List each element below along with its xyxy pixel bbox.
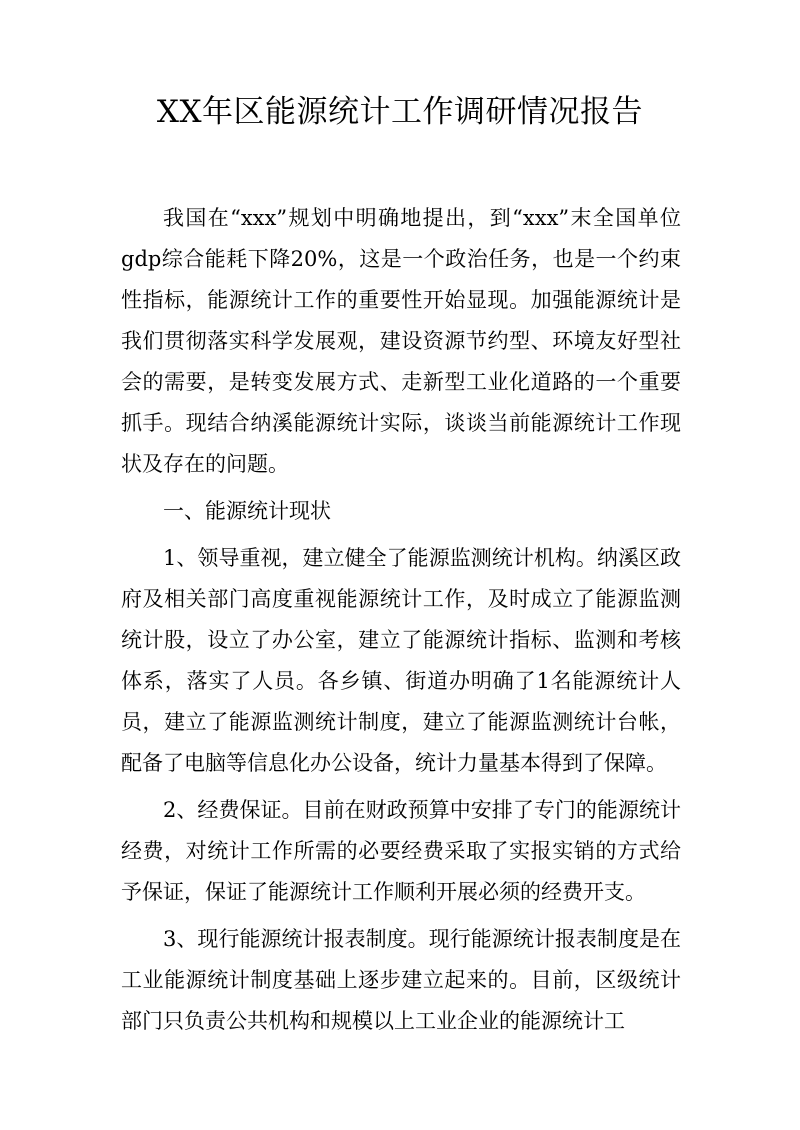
paragraph-item-2: 2、经费保证。目前在财政预算中安排了专门的能源统计经费，对统计工作所需的必要经费采取了实报实销的方式给予保证，保证了能源统计工作顺利开展必须的经费开支。 (121, 798, 681, 904)
paragraph-item-1: 1、领导重视，建立健全了能源监测统计机构。纳溪区政府及相关部门高度重视能源统计工作，及时成立了能源监测统计股，设立了办公室，建立了能源统计指标、监测和考核体系，落实了人员。各乡镇、街道办明确了1名能源统计人员，建立了能源监测统计制度，建立了能源监测统计台帐，配备了电脑等信息化办公设备，统计力量基本得到了保障。 (121, 546, 681, 775)
paragraph-item-3: 3、现行能源统计报表制度。现行能源统计报表制度是在工业能源统计制度基础上逐步建立起来的。目前，区级统计部门只负责公共机构和规模以上工业企业的能源统计工 (121, 927, 681, 1033)
section-heading: 一、能源统计现状 (163, 499, 331, 523)
document-title: XX年区能源统计工作调研情况报告 (156, 94, 644, 130)
document-body (121, 198, 681, 1042)
intro-paragraph: 我国在“xxx”规划中明确地提出，到“xxx”末全国单位gdp综合能耗下降20%，这是一个政治任务，也是一个约束性指标，能源统计工作的重要性开始显现。加强能源统计是我们贯彻落实科学发展观，建设资源节约型、环境友好型社会的需要，是转变发展方式、走新型工业化道路的一个重要抓手。现结合纳溪能源统计实际，谈谈当前能源统计工作现状及存在的问题。 (121, 206, 681, 476)
